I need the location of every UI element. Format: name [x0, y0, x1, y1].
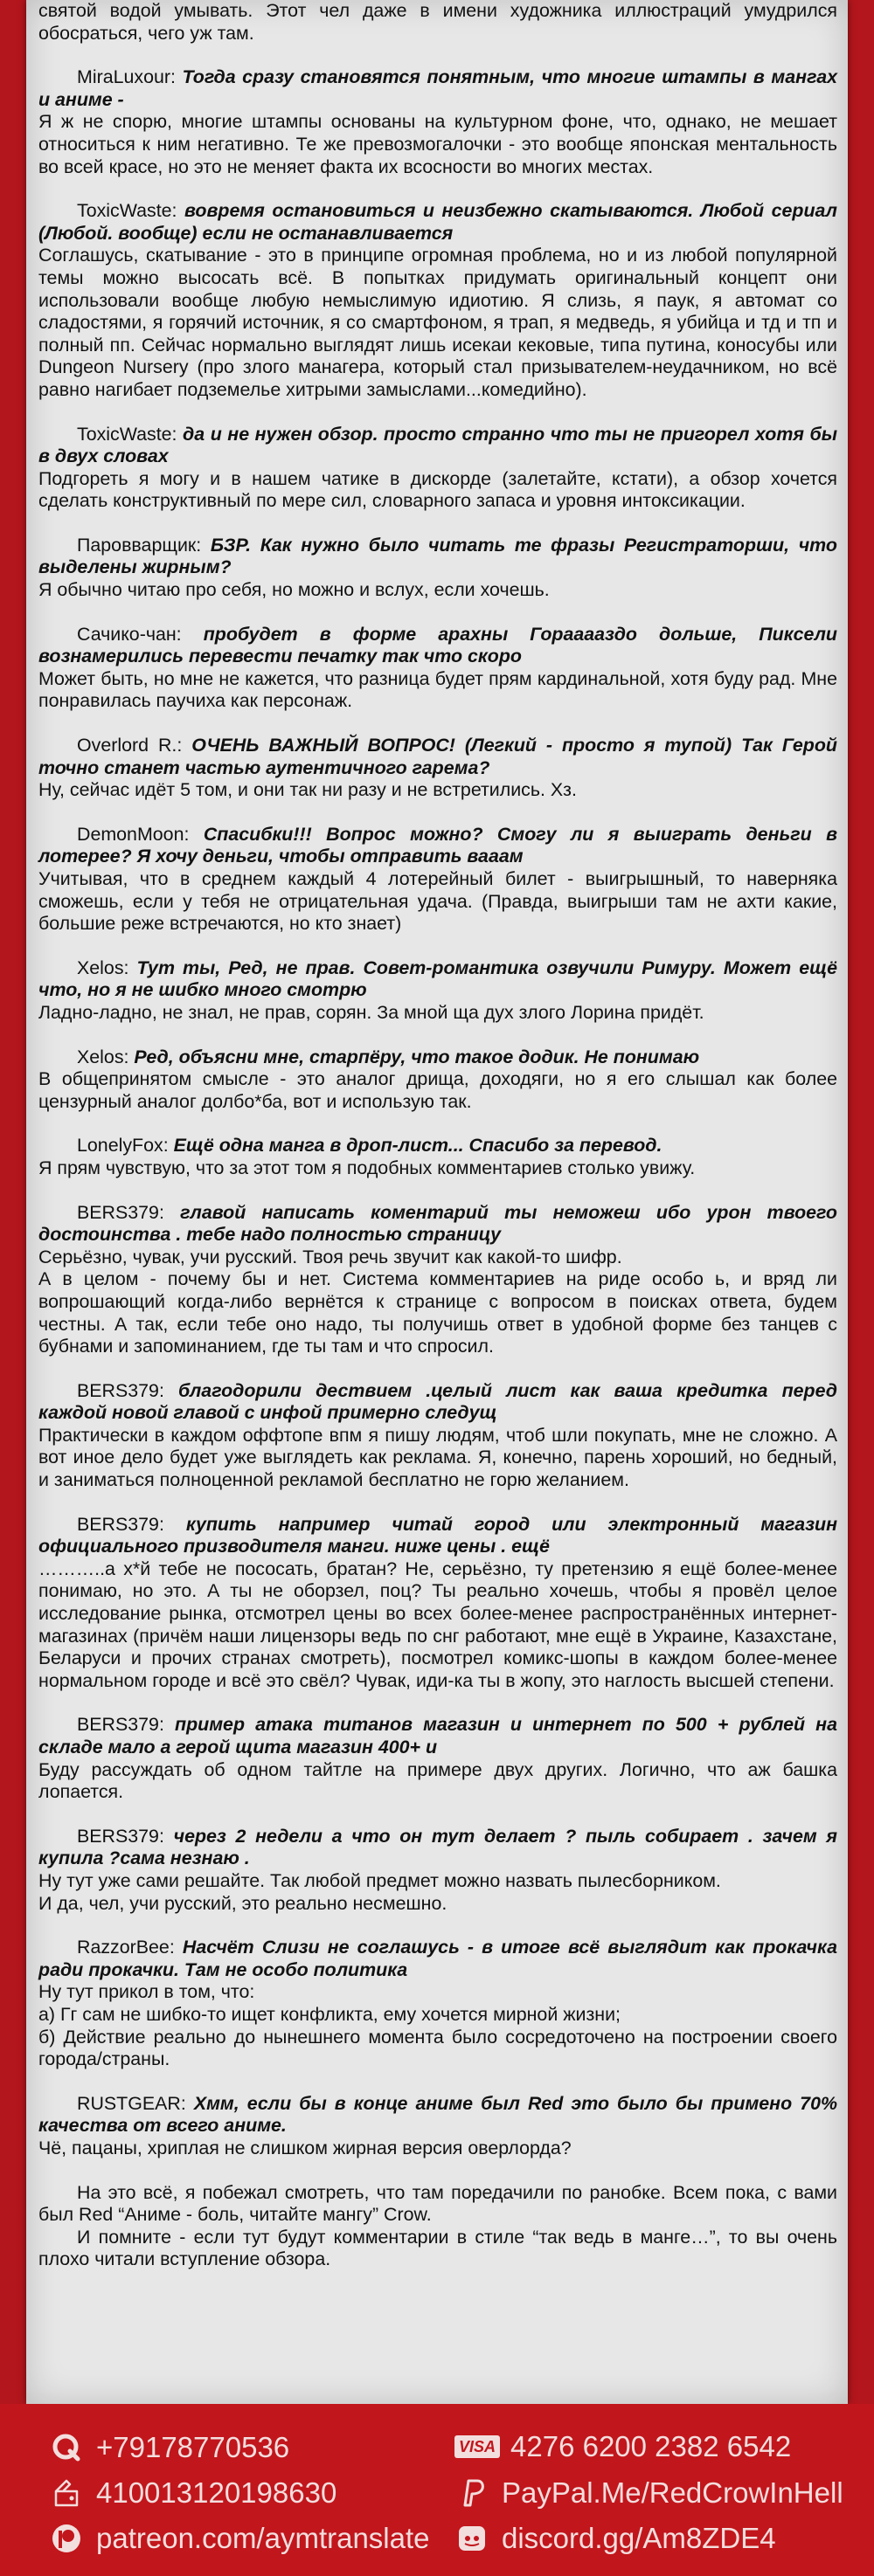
reply-text: Ну, сейчас идёт 5 том, и они так ни разу и не встретились. Хз. — [38, 779, 577, 801]
visa-icon: VISA — [454, 2435, 500, 2458]
reply-text: Я ж не спорю, многие штампы основаны на культурном фоне, что, однако, не мешает относиться к ним негативно. Те же превозмогалочки - это вообще японская ментальность во всей красе, но это не меняет факта их всосности во многих местах. — [38, 111, 837, 177]
comment-message: Ред, объясни мне, старпёру, что такое додик. Не понимаю — [134, 1046, 700, 1067]
comment-quote — [38, 1380, 837, 1425]
comment-block — [38, 735, 837, 802]
comment-author: BERS379: — [77, 1201, 164, 1223]
comment-message: ОЧЕНЬ ВАЖНЫЙ ВОПРОС! (Легкий - просто я тупой) Так Герой точно станет частью аутентичного гарема? — [38, 735, 837, 778]
qiwi-icon — [49, 2430, 84, 2465]
yandex-row — [49, 2476, 336, 2510]
reply-text: Чё, пацаны, хриплая не слишком жирная версия оверлорда? — [38, 2137, 572, 2158]
comment-quote — [38, 1714, 837, 1758]
comment-quote — [38, 2093, 837, 2137]
reply-text: б) Действие реально до нынешнего момента было сосредоточено на построении своего города/страны. — [38, 2026, 837, 2070]
card-number[interactable]: 4276 6200 2382 6542 — [510, 2430, 792, 2462]
card-row — [454, 2430, 791, 2463]
reply-text: В общепринятом смысле - это аналог дрища, доходяги, но я его слышал как более цензурный аналог долбо*ба, вот и использую так. — [38, 1068, 837, 1112]
comment-message: БЗР. Как нужно было читать те фразы Регистраторши, что выделены жирным? — [38, 534, 837, 578]
comment-author: ToxicWaste: — [77, 423, 177, 445]
reply-text: Я прям чувствую, что за этот том я подобных комментариев столько увижу. — [38, 1157, 696, 1178]
comment-quote — [38, 957, 837, 1002]
comment-quote — [38, 735, 837, 779]
phone-number[interactable]: +79178770536 — [96, 2431, 290, 2463]
intro-text: святой водой умывать. Этот чел даже в имени художника иллюстраций умудрился обосраться, чего уж там. — [38, 0, 837, 44]
paypal-row — [454, 2476, 843, 2510]
outro-block — [38, 2182, 837, 2271]
reply-text: Соглашусь, скатывание - это в принципе огромная проблема, но и из любой популярной темы можно высосать всё. В попытках придумать оригинальный концепт они использовали вообще любую немыслимую идиотию. Я слизь, я паук, я автомат со сладостями, я горячий источник, я со смартфоном, я трап, я медведь, я убийца и тд и тп и полный пп. Сейчас нормально выглядят лишь исекаи кековые, типа путина, коносубы или Dungeon Nursery (про злого манагера, который стал призывателем-неудачником, но всё равно нагибает подземелье хитрыми замыслами...комедийно). — [38, 245, 837, 400]
comment-quote — [38, 535, 837, 579]
comment-block — [38, 2093, 837, 2160]
patreon-row — [49, 2521, 430, 2556]
comment-author: BERS379: — [77, 1825, 164, 1847]
comment-quote — [38, 1937, 837, 1981]
comment-block — [38, 200, 837, 401]
comment-block — [38, 424, 837, 513]
reply-text: ………..а х*й тебе не пососать, братан? Не, серьёзно, ту претензию я ещё более-менее понимаю, но это. А ты не оборзел, поц? Ты реально хочешь, чтобы я провёл целое исследование рынка, отсмотрел цены во всех более-менее распространённых интернет-магазинах (причём наши лицензоры ведь по снг работают, мне ещё в Украине, Казахстане, Беларуси и прочих странах смотреть), посмотрел комикс-шопы в каждом более-менее нормальном городе и всё это свёл? Чувак, иди-ка ты в жопу, это наглость высшей степени. — [38, 1557, 837, 1691]
comment-message: да и не нужен обзор. просто странно что ты не пригорел хотя бы в двух словах — [38, 423, 837, 467]
reply-text: Буду рассуждать об одном тайтле на примере двух других. Логично, что аж башка лопается. — [38, 1758, 837, 1803]
yandex-money-icon — [49, 2476, 84, 2510]
comment-message: вовремя остановиться и неизбежно скатываются. Любой сериал (Любой. вообще) если не останавливается — [38, 200, 837, 244]
reply-text: Учитывая, что в среднем каждый 4 лотерейный билет - выигрышный, то наверняка сможешь, если у тебя не отрицательная удача. (Правда, выигрыши там не ахти какие, большие реже встречаются, но кто знает) — [38, 868, 837, 935]
comment-message: купить например читай город или электронный магазин официального призводителя манги. ниже цены . ещё — [38, 1513, 837, 1557]
comment-message: Насчёт Слизи не соглашусь - в итоге всё выглядит как прокачка ради прокачки. Там не особо политика — [38, 1937, 837, 1980]
comment-author: LonelyFox: — [77, 1135, 169, 1157]
paypal-icon — [454, 2476, 489, 2510]
comment-author: Паровварщик: — [77, 534, 202, 556]
comment-block — [38, 1514, 837, 1693]
comment-block — [38, 535, 837, 602]
intro-block — [38, 0, 837, 45]
discord-icon — [454, 2521, 489, 2556]
comment-author: Xelos: — [77, 957, 129, 978]
reply-text: А в целом - почему бы и нет. Система комментариев на риде особо ь, и вряд ли вопрошающий когда-либо вернётся к странице с вопросом в поисках ответа, будем честны. А так, если тебе оно надо, ты получишь ответ в удобной форме без танцев с бубнами и запоминанием, где ты там и что спросил. — [38, 1268, 837, 1357]
reply-text: Ладно-ладно, не знал, не прав, сорян. За мной ща дух злого Лорина придёт. — [38, 1001, 704, 1023]
comment-author: ToxicWaste: — [77, 200, 177, 222]
comment-message: благодорили дествием .целый лист как ваша кредитка перед каждой новой главой с инфой примерно следущ — [38, 1379, 837, 1424]
comment-author: DemonMoon: — [77, 823, 190, 845]
reply-text: Практически в каждом оффтопе впм я пишу людям, чтоб шли покупать, мне не сложно. А вот иное дело будет уже выглядеть как реклама. Я, конечно, парень хороший, но бедный, и заниматься полноценной рекламой бесплатно не горю желанием. — [38, 1424, 837, 1491]
comment-block — [38, 1202, 837, 1358]
comment-block — [38, 624, 837, 713]
reply-text: Серьёзно, чувак, учи русский. Твоя речь звучит как какой-то шифр. — [38, 1246, 622, 1267]
comment-quote — [38, 624, 837, 668]
comment-quote — [38, 424, 837, 468]
comment-author: BERS379: — [77, 1513, 164, 1535]
comment-message: Хмм, если бы в конце аниме был Red это было бы примено 70% качества от всего аниме. — [38, 2092, 837, 2137]
comment-author: BERS379: — [77, 1714, 164, 1736]
comment-message: через 2 недели а что он тут делает ? пыль собирает . зачем я купила ?сама незнаю . — [38, 1825, 837, 1869]
outro-text: На это всё, я побежал смотреть, что там поредачили по ранобке. Всем пока, с вами был Red “Аниме - боль, читайте мангу” Crow. — [38, 2181, 837, 2226]
comment-quote — [38, 824, 837, 868]
patreon-icon — [49, 2521, 84, 2556]
comment-block — [38, 957, 837, 1025]
comment-quote — [38, 200, 837, 245]
reply-text: Ну тут прикол в том, что: — [38, 1981, 255, 2003]
reply-text: а) Гг сам не шибко-то ищет конфликта, ему хочется мирной жизни; — [38, 2003, 621, 2025]
donation-footer — [0, 2404, 874, 2576]
comment-author: MiraLuxour: — [77, 66, 176, 88]
paypal-link[interactable]: PayPal.Me/RedCrowInHell — [502, 2476, 843, 2509]
discord-row — [454, 2521, 776, 2556]
comment-author: Overlord R.: — [77, 735, 183, 756]
comment-message: пример атака титанов магазин и интернет по 500 + рублей на складе мало а герой щита магазин 400+ и — [38, 1714, 838, 1758]
comment-block — [38, 1380, 837, 1492]
comment-message: пробудет в форме арахны Горааааздо дольше, Пиксели вознамерились перевести печатку так что скоро — [38, 623, 837, 667]
comment-message: Спасибки!!! Вопрос можно? Смогу ли я выиграть деньги в лотерее? Я хочу деньги, чтобы отправить вааам — [38, 823, 837, 867]
yandex-wallet[interactable]: 410013120198630 — [96, 2476, 337, 2509]
qiwi-row — [49, 2430, 289, 2465]
comment-block — [38, 1135, 837, 1179]
reply-text: Подгореть я могу и в нашем чатике в дискорде (залетайте, кстати), а обзор хочется сделать конструктивный по мере сил, словарного запаса и уровня интоксикации. — [38, 467, 837, 512]
review-page — [26, 0, 848, 2404]
comment-quote — [38, 66, 837, 111]
reply-text: Может быть, но мне не кажется, что разница будет прям кардинальной, хотя буду рад. Мне понравилась паучиха как персонаж. — [38, 667, 837, 712]
discord-link[interactable]: discord.gg/Am8ZDE4 — [502, 2522, 776, 2554]
comment-block — [38, 824, 837, 936]
comment-block — [38, 1937, 837, 2071]
comment-message: главой написать коментарий ты неможеш ибо урон твоего достоинства . тебе надо полностью страницу — [38, 1201, 837, 1246]
comment-quote — [38, 1514, 837, 1558]
comment-author: RUSTGEAR: — [77, 2092, 186, 2114]
comment-block — [38, 1826, 837, 1915]
comment-block — [38, 1046, 837, 1114]
patreon-link[interactable]: patreon.com/aymtranslate — [96, 2522, 430, 2554]
comment-quote — [38, 1046, 837, 1069]
comment-block — [38, 66, 837, 178]
comment-block — [38, 1714, 837, 1803]
outro-text: И помните - если тут будут комментарии в стиле “так ведь в манге…”, то вы очень плохо читали вступление обзора. — [38, 2226, 837, 2270]
reply-text: Ну тут уже сами решайте. Так любой предмет можно назвать пылесборником. — [38, 1869, 721, 1891]
comment-message: Тогда сразу становятся понятным, что многие штампы в мангах и аниме - — [38, 66, 837, 110]
reply-text: И да, чел, учи русский, это реально несмешно. — [38, 1892, 447, 1914]
comment-author: Сачико-чан: — [77, 623, 182, 645]
comment-message: Ещё одна манга в дроп-лист... Спасибо за перевод. — [173, 1135, 662, 1157]
comment-author: Xelos: — [77, 1046, 129, 1067]
comment-quote — [38, 1135, 837, 1157]
comment-quote — [38, 1202, 837, 1247]
comment-author: RazzorBee: — [77, 1937, 175, 1958]
comment-message: Тут ты, Ред, не прав. Совет-романтика озвучили Римуру. Может ещё что, но я не шибко много смотрю — [38, 957, 838, 1001]
comments-section — [26, 0, 848, 2271]
reply-text: Я обычно читаю про себя, но можно и вслух, если хочешь. — [38, 579, 550, 601]
comment-author: BERS379: — [77, 1379, 164, 1401]
comment-quote — [38, 1826, 837, 1870]
